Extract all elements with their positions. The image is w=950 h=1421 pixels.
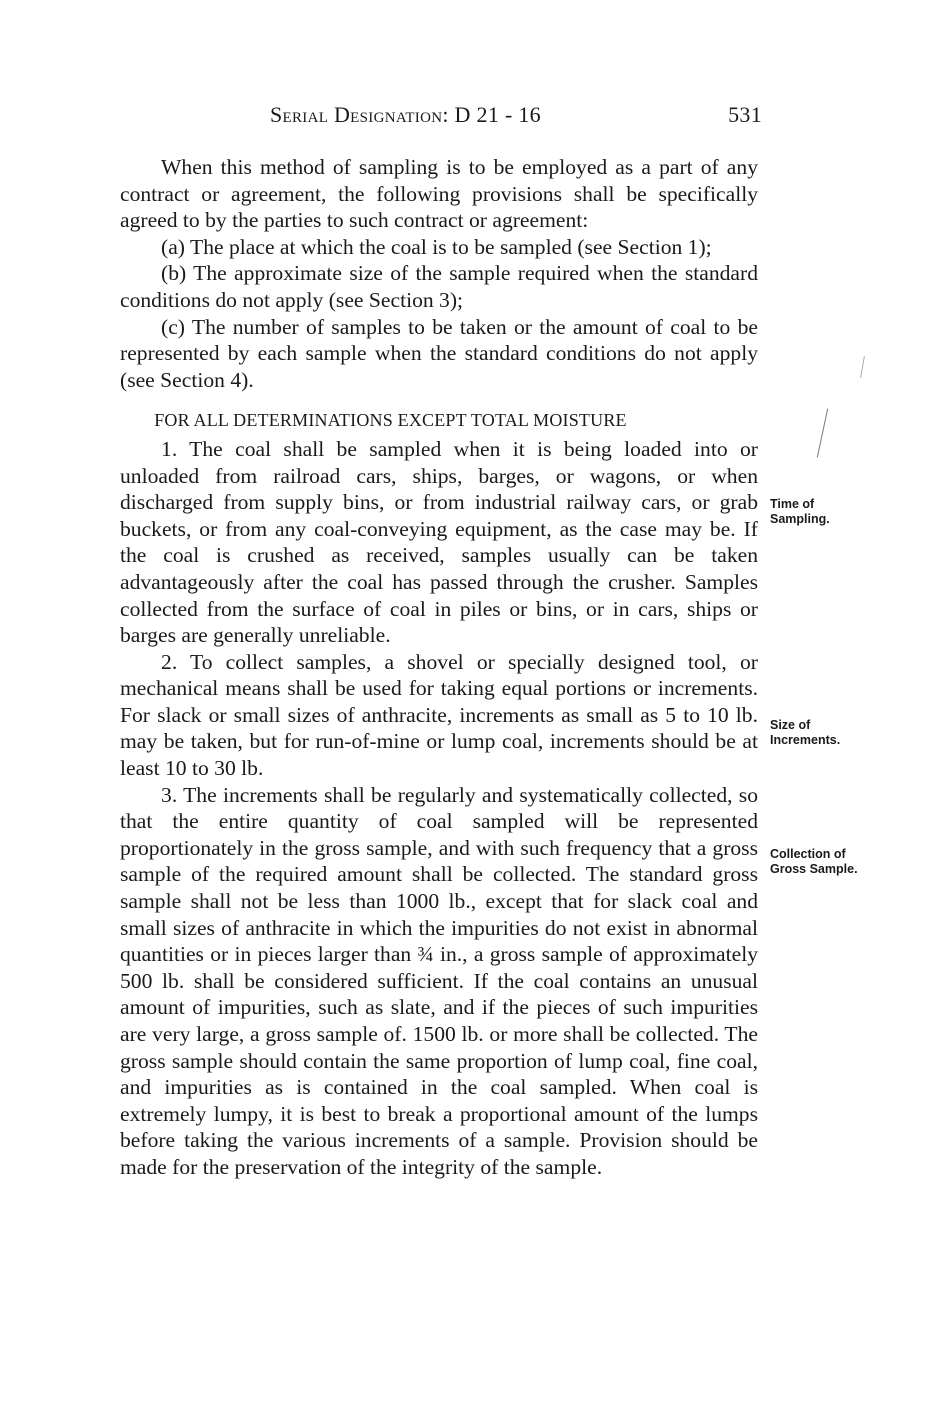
provision-item-c: (c) The number of samples to be taken or the amount of coal to be represented by each sample when the standard conditions do not apply (see Section 4). bbox=[120, 314, 758, 392]
section-2-paragraph: 2. To collect samples, a shovel or specially designed tool, or mechanical means shall be used for taking equal portions or increments. For slack or small sizes of anthracite, increments as small as 5 to 10 lb. may be taken, but for run-of-mine or lump coal, increments should be at least 10 to 30 lb. bbox=[120, 649, 758, 781]
serial-designation-title: Serial Designation: D 21 - 16 bbox=[270, 102, 541, 127]
section-1-paragraph: 1. The coal shall be sampled when it is being loaded into or unloaded from railroad cars, ships, barges, or wagons, or when discharged from supply bins, or from industrial railway cars, or grab buckets, or from any coal-conveying equipment, as the case may be. If the coal is crushed as received, samples usually can be taken advantageously after the coal has passed through the crusher. Samples collected from the surface of coal in piles or bins, or in cars, ships or barges are generally unreliable. bbox=[120, 436, 758, 648]
margin-note-collection-of-gross-sample bbox=[770, 847, 890, 877]
provision-item-a: (a) The place at which the coal is to be sampled (see Section 1); bbox=[161, 234, 712, 259]
page-number: 531 bbox=[728, 102, 762, 127]
scan-mark bbox=[860, 356, 865, 378]
margin-note-line: Size of bbox=[770, 718, 811, 732]
provision-item-b: (b) The approximate size of the sample required when the standard conditions do not apply (see Section 3); bbox=[120, 261, 758, 312]
margin-note-line: Gross Sample. bbox=[770, 862, 858, 876]
margin-note-size-of-increments bbox=[770, 718, 890, 748]
margin-note-line: Sampling. bbox=[770, 512, 830, 526]
margin-note-line: Collection of bbox=[770, 847, 846, 861]
section-3-paragraph: 3. The increments shall be regularly and systematically collected, so that the entire quantity of coal sampled will be represented proportionately in the gross sample, and with such frequency that a gross sample of the required amount shall be collected. The standard gross sample shall not be less than 1000 lb., except that for slack coal and small sizes of anthracite in which the impurities do not exist in abnormal quantities or in pieces larger than ¾ in., a gross sample of approximately 500 lb. shall be considered sufficient. If the coal contains an unusual amount of impurities, such as slate, and if the pieces of such impurities are very large, a gross sample of. 1500 lb. or more shall be collected. The gross sample should contain the same proportion of lump coal, fine coal, and impurities as is contained in the coal sampled. When coal is extremely lumpy, it is best to break a proportional amount of the lumps before taking the various increments of a sample. Provision should be made for the preservation of the integrity of the sample. bbox=[120, 782, 758, 1179]
margin-note-line: Increments. bbox=[770, 733, 841, 747]
margin-note-line: Time of bbox=[770, 497, 815, 511]
body-text bbox=[120, 154, 758, 1181]
section-heading: FOR ALL DETERMINATIONS EXCEPT TOTAL MOISTURE bbox=[154, 410, 627, 431]
margin-note-time-of-sampling bbox=[770, 497, 890, 527]
intro-paragraph: When this method of sampling is to be employed as a part of any contract or agreement, the following provisions shall be specifically agreed to by the parties to such contract or agreement: bbox=[120, 155, 758, 233]
scan-mark bbox=[817, 408, 828, 457]
